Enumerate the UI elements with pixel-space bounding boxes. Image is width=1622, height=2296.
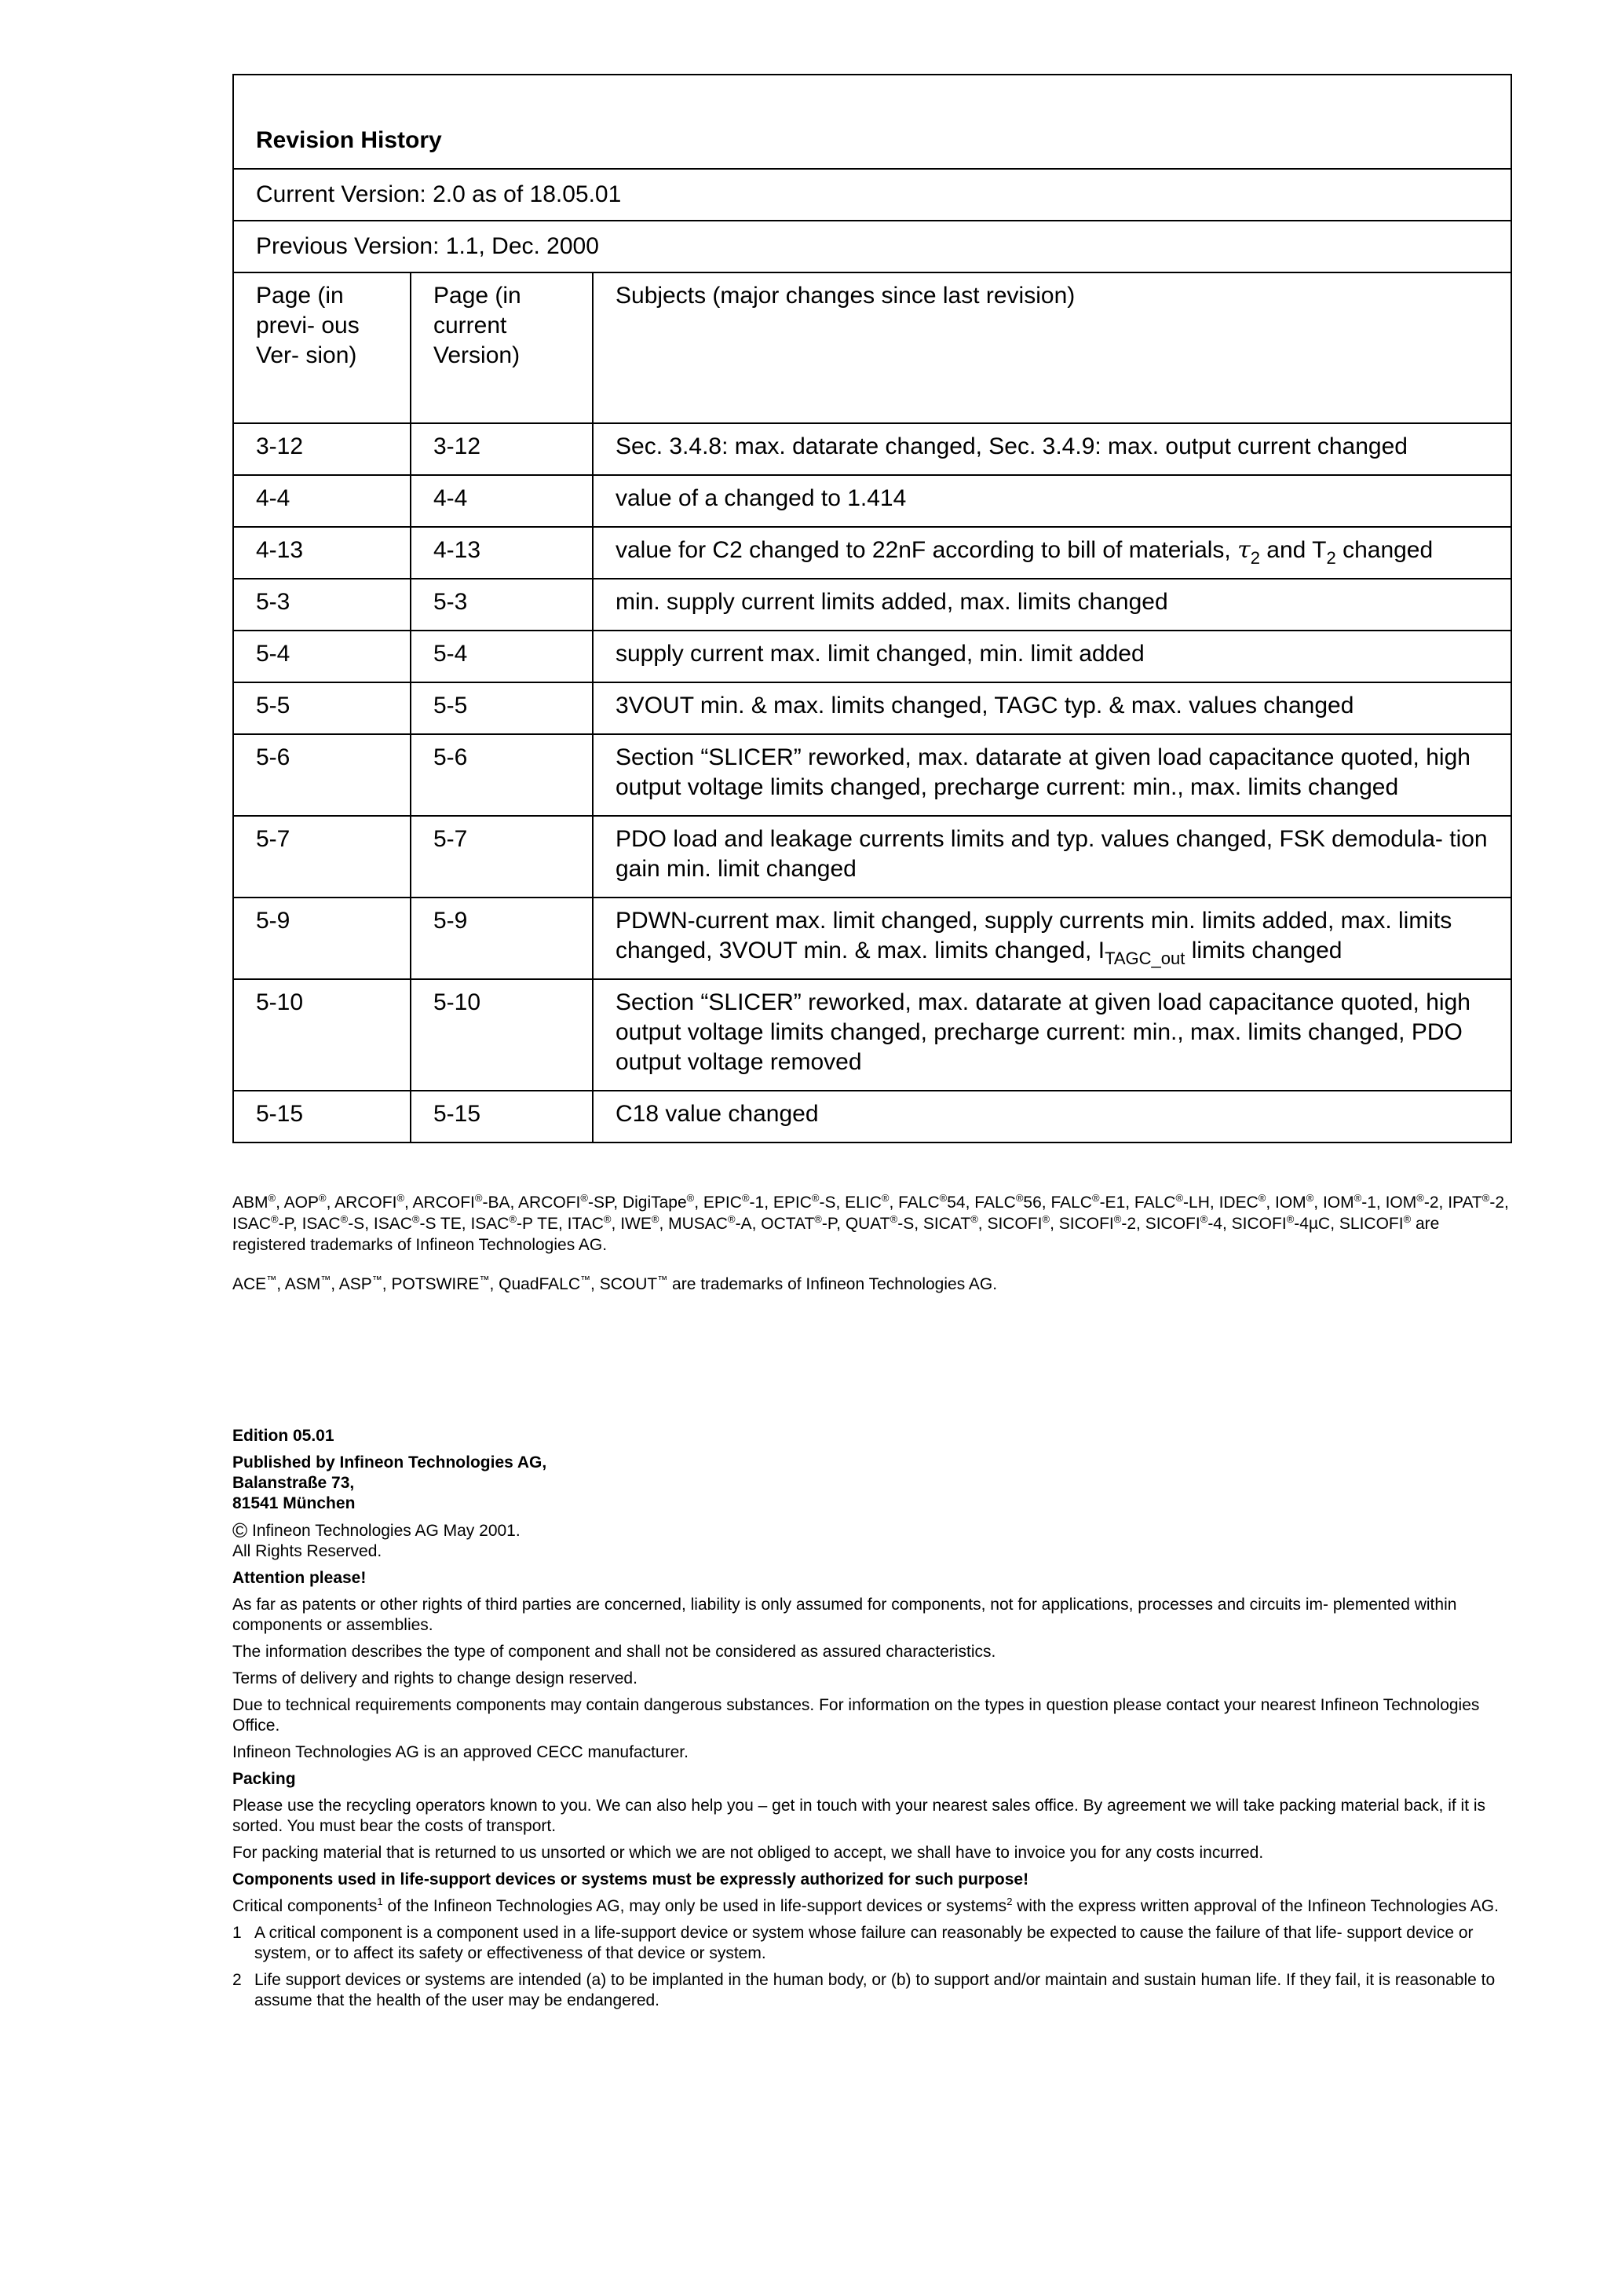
registered-trademarks: ABM®, AOP®, ARCOFI®, ARCOFI®-BA, ARCOFI®-SP, DigiTape®, EPIC®-1, EPIC®-S, ELIC®, FALC®54, FALC®56, FALC®-E1, FALC®-LH, IDEC®, IOM®, IOM®-1, IOM®-2, IPAT®-2, ISAC®-P, ISAC®-S, ISAC®-S TE, ISAC®-P TE, ITAC®, IWE®, MUSAC®-A, OCTAT®-P, QUAT®-S, SICAT®, SICOFI®, SICOFI®-2, SICOFI®-4, SICOFI®-4µC, SLICOFI® are registered trademarks of Infineon Technologies AG. [232, 1192, 1509, 1254]
publisher-street: Balanstraße 73, [232, 1474, 355, 1492]
table-row [233, 475, 1511, 527]
table-row [233, 682, 1511, 734]
registered-trademark-item: ITAC® [567, 1213, 612, 1233]
footnote-1: 1 A critical component is a component used in a life-support device or system whose failure can reasonably be expected to cause the failure of that life- support device or system, or to affect its safety or effectiveness of that device or system. [232, 1924, 1474, 1962]
registered-trademark-item: DigiTape® [622, 1192, 695, 1212]
subject-cell: value of a changed to 1.414 [593, 475, 1511, 527]
attention-paragraph: As far as patents or other rights of third parties are concerned, liability is only assumed for components, not for applications, processes and circuits im- plemented within components or assemblies. [232, 1596, 1457, 1634]
page-prev-cell: 4-13 [233, 527, 411, 579]
table-row [233, 527, 1511, 579]
registered-trademark-item: ISAC®-S [301, 1213, 365, 1233]
subject-cell: Section “SLICER” reworked, max. datarate at given load capacitance quoted, high output voltage limits changed, precharge current: min., max. limits changed [593, 734, 1511, 816]
life-support-heading: Components used in life-support devices or systems must be expressly authorized for such purpose! [232, 1870, 1029, 1888]
registered-trademark-item: IOM® [1275, 1192, 1314, 1212]
trademark-item: ASP™ [338, 1274, 382, 1293]
registered-trademark-item: EPIC®-S [773, 1192, 836, 1212]
packing-paragraph: For packing material that is returned to us unsorted or which we are not obliged to accept, we shall have to invoice you for any costs incurred. [232, 1844, 1264, 1862]
registered-trademark-item: ARCOFI®-SP [518, 1192, 614, 1212]
attention-heading: Attention please! [232, 1569, 367, 1587]
trademark-item: SCOUT™ [599, 1274, 668, 1293]
previous-version: Previous Version: 1.1, Dec. 2000 [233, 221, 1511, 272]
subject-cell: Sec. 3.4.8: max. datarate changed, Sec. 3.4.9: max. output current changed [593, 423, 1511, 475]
registered-trademark-item: IOM®-1 [1322, 1192, 1376, 1212]
registered-trademark-item: IWE® [620, 1213, 659, 1233]
rights: All Rights Reserved. [232, 1542, 382, 1560]
subject-cell: 3VOUT min. & max. limits changed, TAGC typ. & max. values changed [593, 682, 1511, 734]
subject-cell: PDWN-current max. limit changed, supply currents min. limits added, max. limits changed, 3VOUT min. & max. limits changed, $I_{TAGC\_out}$ limits changed [593, 898, 1511, 979]
registered-trademark-item: ISAC®-P [232, 1213, 293, 1233]
table-row [233, 423, 1511, 475]
registered-trademark-item: SLICOFI® [1339, 1213, 1412, 1233]
revision-history-title: Revision History [233, 75, 1511, 169]
registered-trademark-item: SICOFI® [987, 1213, 1050, 1233]
registered-trademark-item: ELIC® [845, 1192, 890, 1212]
subject-cell: PDO load and leakage currents limits and typ. values changed, FSK demodula- tion gain min. limit changed [593, 816, 1511, 898]
trademark-item: ASM™ [284, 1274, 331, 1293]
registered-trademark-item: AOP® [283, 1192, 327, 1212]
registered-trademark-item: FALC®-E1 [1050, 1192, 1126, 1212]
registered-trademark-item: ABM® [232, 1192, 276, 1212]
header-subjects: Subjects (major changes since last revision) [593, 272, 1511, 423]
page-curr-cell: 5-5 [411, 682, 593, 734]
trademark-item: POTSWIRE™ [391, 1274, 490, 1293]
registered-trademark-item: FALC®-LH [1134, 1192, 1210, 1212]
copyright: © Infineon Technologies AG May 2001. [232, 1519, 521, 1542]
page-curr-cell: 4-13 [411, 527, 593, 579]
registered-trademark-item: FALC®56 [974, 1192, 1042, 1212]
registered-trademark-item: OCTAT®-P [761, 1213, 837, 1233]
trademark-item: QuadFALC™ [499, 1274, 591, 1293]
registered-trademark-item: ARCOFI®-BA [412, 1192, 510, 1212]
registered-trademark-item: ISAC®-S TE [373, 1213, 462, 1233]
trademarks: ACE™, ASM™, ASP™, POTSWIRE™, QuadFALC™, SCOUT™ are trademarks of Infineon Technologies AG. [232, 1274, 998, 1293]
page-prev-cell: 5-7 [233, 816, 411, 898]
registered-trademark-item: SICOFI®-4µC [1231, 1213, 1331, 1233]
attention-paragraph: Infineon Technologies AG is an approved CECC manufacturer. [232, 1743, 689, 1761]
registered-trademark-item: SICOFI®-4 [1145, 1213, 1222, 1233]
table-row [233, 631, 1511, 682]
page-curr-cell: 4-4 [411, 475, 593, 527]
header-page-current: Page (in current Version) [411, 272, 593, 423]
page-curr-cell: 5-7 [411, 816, 593, 898]
page-prev-cell: 3-12 [233, 423, 411, 475]
packing-heading: Packing [232, 1770, 296, 1788]
packing-paragraph: Please use the recycling operators known to you. We can also help you – get in touch with your nearest sales office. By agreement we will take packing material back, if it is sorted. You must bear the costs of transport. [232, 1797, 1486, 1835]
table-row [233, 816, 1511, 898]
registered-trademark-item: IOM®-2 [1385, 1192, 1439, 1212]
page-prev-cell: 5-3 [233, 579, 411, 631]
registered-trademark-item: FALC®54 [898, 1192, 966, 1212]
registered-trademark-item: SICAT® [922, 1213, 978, 1233]
table-row [233, 979, 1511, 1091]
page-curr-cell: 5-9 [411, 898, 593, 979]
edition: Edition 05.01 [232, 1427, 334, 1445]
current-version: Current Version: 2.0 as of 18.05.01 [233, 169, 1511, 221]
attention-paragraph: The information describes the type of component and shall not be considered as assured characteristics. [232, 1643, 996, 1661]
attention-paragraph: Due to technical requirements components may contain dangerous substances. For information on the types in question please contact your nearest Infineon Technologies Office. [232, 1696, 1480, 1735]
page-prev-cell: 5-10 [233, 979, 411, 1091]
subject-cell: min. supply current limits added, max. limits changed [593, 579, 1511, 631]
page-curr-cell: 3-12 [411, 423, 593, 475]
imprint [232, 1426, 1512, 2017]
page-prev-cell: 4-4 [233, 475, 411, 527]
page-curr-cell: 5-10 [411, 979, 593, 1091]
registered-trademark-item: EPIC®-1 [703, 1192, 765, 1212]
footnote-2: 2 Life support devices or systems are intended (a) to be implanted in the human body, or (b) to support and/or maintain and sustain human life. If they fail, it is reasonable to assume that the health of the user may be endangered. [232, 1971, 1496, 2009]
publisher: Published by Infineon Technologies AG, [232, 1453, 547, 1472]
page-curr-cell: 5-6 [411, 734, 593, 816]
table-row [233, 579, 1511, 631]
registered-trademark-item: QUAT®-S [845, 1213, 915, 1233]
page-prev-cell: 5-9 [233, 898, 411, 979]
copyright-icon: © [232, 1519, 248, 1542]
revision-history-table [232, 74, 1512, 1143]
registered-trademark-item: IDEC® [1218, 1192, 1266, 1212]
table-row [233, 1091, 1511, 1143]
page-curr-cell: 5-3 [411, 579, 593, 631]
registered-trademark-item: IPAT®-2 [1448, 1192, 1505, 1212]
life-support-paragraph: Critical components$^1$ of the Infineon Technologies AG, may only be used in life-support devices or systems$^2$ with the express written approval of the Infineon Technologies AG. [232, 1896, 1499, 1915]
page-curr-cell: 5-4 [411, 631, 593, 682]
trademark-item: ACE™ [232, 1274, 277, 1293]
registered-trademark-item: SICOFI®-2 [1058, 1213, 1137, 1233]
subject-cell: Section “SLICER” reworked, max. datarate at given load capacitance quoted, high output voltage limits changed, precharge current: min., max. limits changed, PDO output voltage removed [593, 979, 1511, 1091]
page-prev-cell: 5-15 [233, 1091, 411, 1143]
subject-cell: supply current max. limit changed, min. limit added [593, 631, 1511, 682]
attention-paragraph: Terms of delivery and rights to change design reserved. [232, 1669, 637, 1687]
header-page-previous: Page (in previ- ous Ver- sion) [233, 272, 411, 423]
registered-trademark-item: ISAC®-P TE [470, 1213, 558, 1233]
page-prev-cell: 5-6 [233, 734, 411, 816]
subject-cell: C18 value changed [593, 1091, 1511, 1143]
registered-trademark-item: MUSAC®-A [668, 1213, 752, 1233]
registered-trademark-item: ARCOFI® [334, 1192, 405, 1212]
table-row [233, 734, 1511, 816]
page-curr-cell: 5-15 [411, 1091, 593, 1143]
page-prev-cell: 5-4 [233, 631, 411, 682]
page-prev-cell: 5-5 [233, 682, 411, 734]
subject-cell: value for C2 changed to 22nF according to bill of materials, $\tau_2$ and $T_2$ changed [593, 527, 1511, 579]
table-row [233, 898, 1511, 979]
publisher-city: 81541 München [232, 1494, 356, 1512]
